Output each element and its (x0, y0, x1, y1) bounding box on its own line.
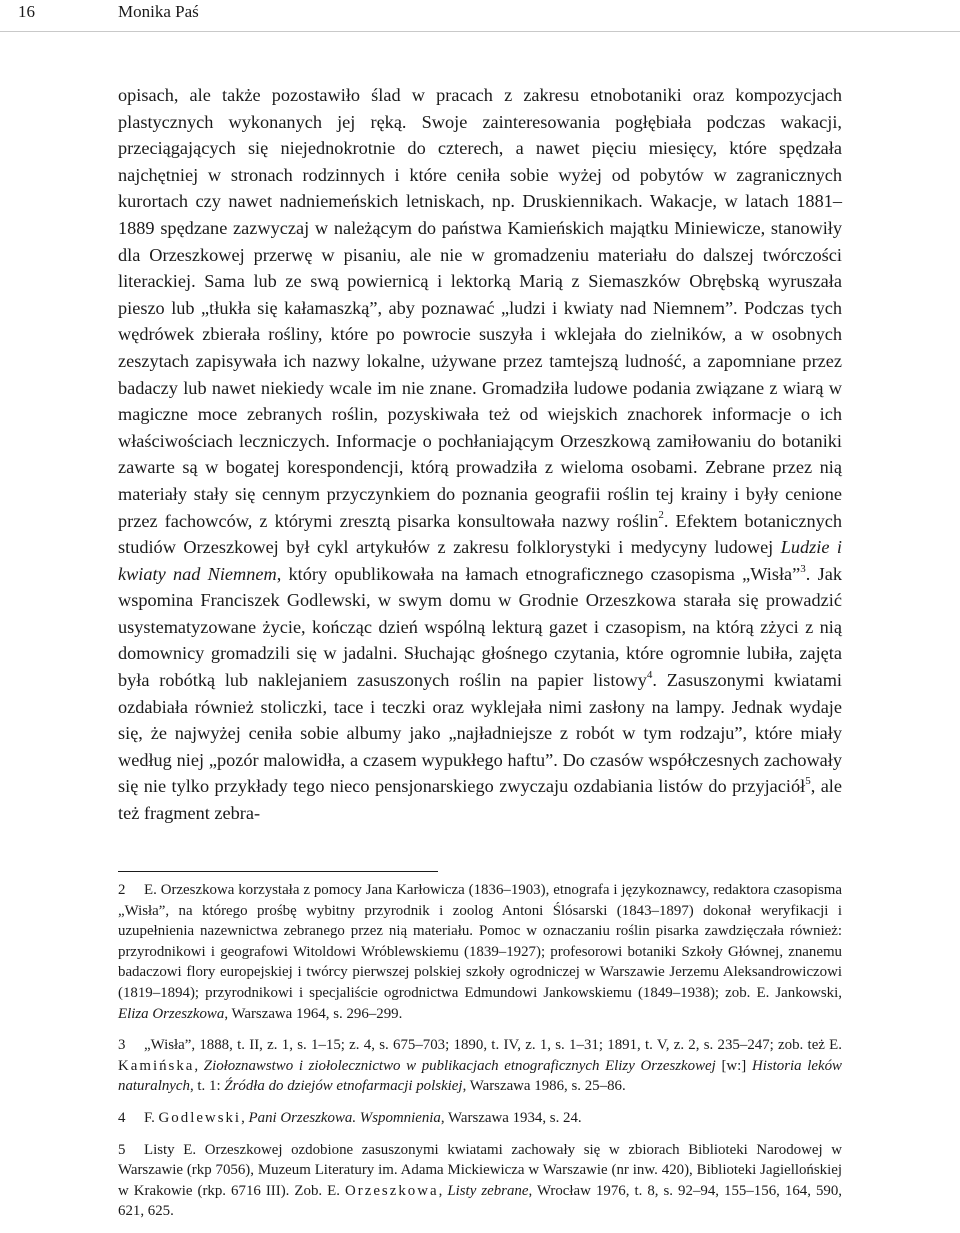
body-text-segment: , ale też fragment zebra- (118, 776, 842, 824)
footnote-text: F. (144, 1109, 159, 1126)
footnote-title: Źródła do dziejów etnofarmacji polskiej (224, 1078, 463, 1095)
body-text-segment: , który opublikowała na łamach etnograficznego czasopisma „Wisła” (276, 563, 801, 584)
footnote-text: , Wrocław 1976, t. 8, s. 92–94, 155–156, 164, 590, 621, 625. (118, 1182, 843, 1220)
footnote-4 (118, 1108, 842, 1129)
footnote-text: , Warszawa 1934, s. 24. (440, 1109, 582, 1126)
footnote-title: Ziołoznawstwo i ziołolecznictwo w publikacjach etnograficznych Elizy Orzeszkowej (203, 1057, 716, 1074)
body-text-segment: . Jak wspomina Franciszek Godlewski, w swym domu w Grodnie Orzeszkowa starała się prowadzić usystematyzowane życie, kończąc dzień wspólną lekturą gazet i czasopism, na którą zżyci z nią domownicy gromadzili się w jadalni. Słuchając głośnego czytania, które ogromnie lubiła, zajęta była robótką lub naklejaniem zasuszonych roślin na papier listowy (118, 563, 842, 691)
footnote-number: 2 (118, 882, 126, 898)
footnote-text: [w:] (715, 1057, 752, 1074)
footnote-ref-5[interactable]: 5 (805, 775, 811, 788)
footnote-title: Historia leków naturalnych (118, 1057, 842, 1095)
header-rule (0, 31, 960, 32)
footnote-author: Kamińska (118, 1057, 195, 1074)
footnote-text: , Warszawa 1964, s. 296–299. (224, 1005, 403, 1022)
footnote-2 (118, 880, 842, 1024)
work-title: Ludzie i kwiaty nad Niemnem (118, 537, 843, 584)
body-text-segment: opisach, ale także pozostawiło ślad w pracach z zakresu etnobotaniki oraz kompozycjach plastycznych wykonanych jej ręką. Swoje zainteresowania pogłębiała podczas wakacji, przeciągających się niejednokrotnie do czterech, a nawet pięciu miesięcy, które spędzała najchętniej w stronach rodzinnych i które ceniła sobie wyżej od pobytów w zagranicznych kurortach czy nawet nadniemeńskich letniskach, np. Druskiennikach. Wakacje, w latach 1881–1889 spędzane zazwyczaj w należącym do państwa Kamieńskich majątku Miniewicze, stanowiły dla Orzeszkowej przerwę w pisaniu, ale nie w gromadzeniu materiału do dalszej twórczości literackiej. Sama lub ze swą powiernicą i lektorką Marią z Siemaszków Obrębską wyruszała pieszo lub „tłukła się kałamaszką”, aby poznawać „ludzi i kwiaty nad Niemnem”. Podczas tych wędrówek zbierała rośliny, które po powrocie suszyła i wklejała do zielników, a w osobnych zeszytach zapisywała ich nazwy lokalne, używane przez tamtejszą ludność, a zapomniane przez badaczy lub nawet niekiedy wcale im nie znane. Gromadziła ludowe podania związane z wiarą w magiczne moce zebranych roślin, pozyskiwała też od wiejskich znachorek informacje o ich właściwościach leczniczych. Informacje o pochłaniającym Orzeszkową zamiłowaniu do botaniki zawarte są w bogatej korespondencji, którą prowadziła z wieloma osobami. Zebrane przez nią materiały stały się cennym przyczynkiem do poznania geografii roślin tej krainy i były cenione przez fachowców, z którymi zresztą pisarka konsultowała nazwy roślin (118, 85, 842, 531)
footnote-title: Listy zebrane (447, 1182, 529, 1199)
footnote-author: Godlewski (158, 1109, 242, 1126)
footnote-text: , (241, 1109, 249, 1126)
footnote-number: 4 (118, 1109, 126, 1126)
footnote-ref-2[interactable]: 2 (658, 509, 664, 522)
footnote-separator (118, 871, 438, 872)
footnote-title: Pani Orzeszkowa. Wspomnienia (248, 1109, 441, 1126)
footnote-ref-4[interactable]: 4 (646, 668, 653, 681)
footnote-5 (118, 1140, 842, 1222)
body-text-segment: . Zasuszonymi kwiatami ozdabiała również stoliczki, tace i teczki oraz wyklejała nimi zasłony na lampy. Jednak wydaje się, że najwyżej ceniła sobie albumy jako „najładniejsze z robót w tym rodzaju”, które miały według niej „pozór malowidła, a czasem wypukłego haftu”. Do czasów współczesnych zachowały się nie tylko przykłady tego nieco pensjonarskiego zwyczaju ozdabiania listów do przyjaciół (118, 670, 842, 797)
footnote-title: Eliza Orzeszkowa (118, 1005, 225, 1022)
page-number: 16 (18, 2, 35, 21)
footnote-text: , (438, 1182, 448, 1199)
footnote-text: , Warszawa 1986, s. 25–86. (462, 1078, 626, 1095)
running-head-author: Monika Paś (118, 2, 199, 21)
footnote-text: Listy E. Orzeszkowej ozdobione zasuszonymi kwiatami zachowały się w zbiorach Biblioteki Narodowej w Warszawie (rkp 7056), Muzeum Literatury im. Adama Mickiewicza w Warszawie (nr inw. 420), Biblioteki Jagiellońskiej w Krakowie (rkp. 6716 III). Zob. E. (118, 1141, 842, 1199)
footnote-3 (118, 1035, 842, 1097)
footnote-text: , t. 1: (189, 1078, 225, 1095)
footnote-ref-3[interactable]: 3 (800, 562, 806, 575)
main-paragraph (118, 82, 842, 827)
running-header (0, 0, 960, 28)
footnote-text: , (194, 1057, 204, 1074)
footnote-number: 3 (118, 1037, 126, 1054)
footnote-author: Orzeszkowa (345, 1182, 439, 1199)
body-text-segment: . Efektem botanicznych studiów Orzeszkowej był cykl artykułów z zakresu folklorystyki i medycyny ludowej (118, 510, 843, 558)
footnotes (118, 880, 842, 1233)
footnote-text: E. Orzeszkowa korzystała z pomocy Jana Karłowicza (1836–1903), etnografa i językoznawcy, redaktora czasopisma „Wisła”, na którego prośbę wybitny przyrodnik i zoolog Antoni Ślósarski (1843–1897) dokonał weryfikacji i uzupełnienia nazewnictwa zebranego przez nią materiału. Pomoc w oznaczaniu roślin pisarka zawdzięczała również: przyrodnikowi i geografowi Witoldowi Wróblewskiemu (1839–1927); profesorowi botaniki Szkoły Głównej, znanemu badaczowi flory europejskiej i twórcy pierwszej polskiej szkoły ogrodniczej w Warszawie Jerzemu Aleksandrowiczowi (1819–1894); przyrodnikowi i specjaliście ogrodnictwa Edmundowi Jankowskiemu (1849–1938); zob. E. Jankowski, (118, 882, 842, 1001)
footnote-text: „Wisła”, 1888, t. II, z. 1, s. 1–15; z. 4, s. 675–703; 1890, t. IV, z. 1, s. 1–31; 1891, t. V, z. 2, s. 235–247; zob. też E. (144, 1037, 842, 1054)
footnote-number: 5 (118, 1141, 126, 1158)
